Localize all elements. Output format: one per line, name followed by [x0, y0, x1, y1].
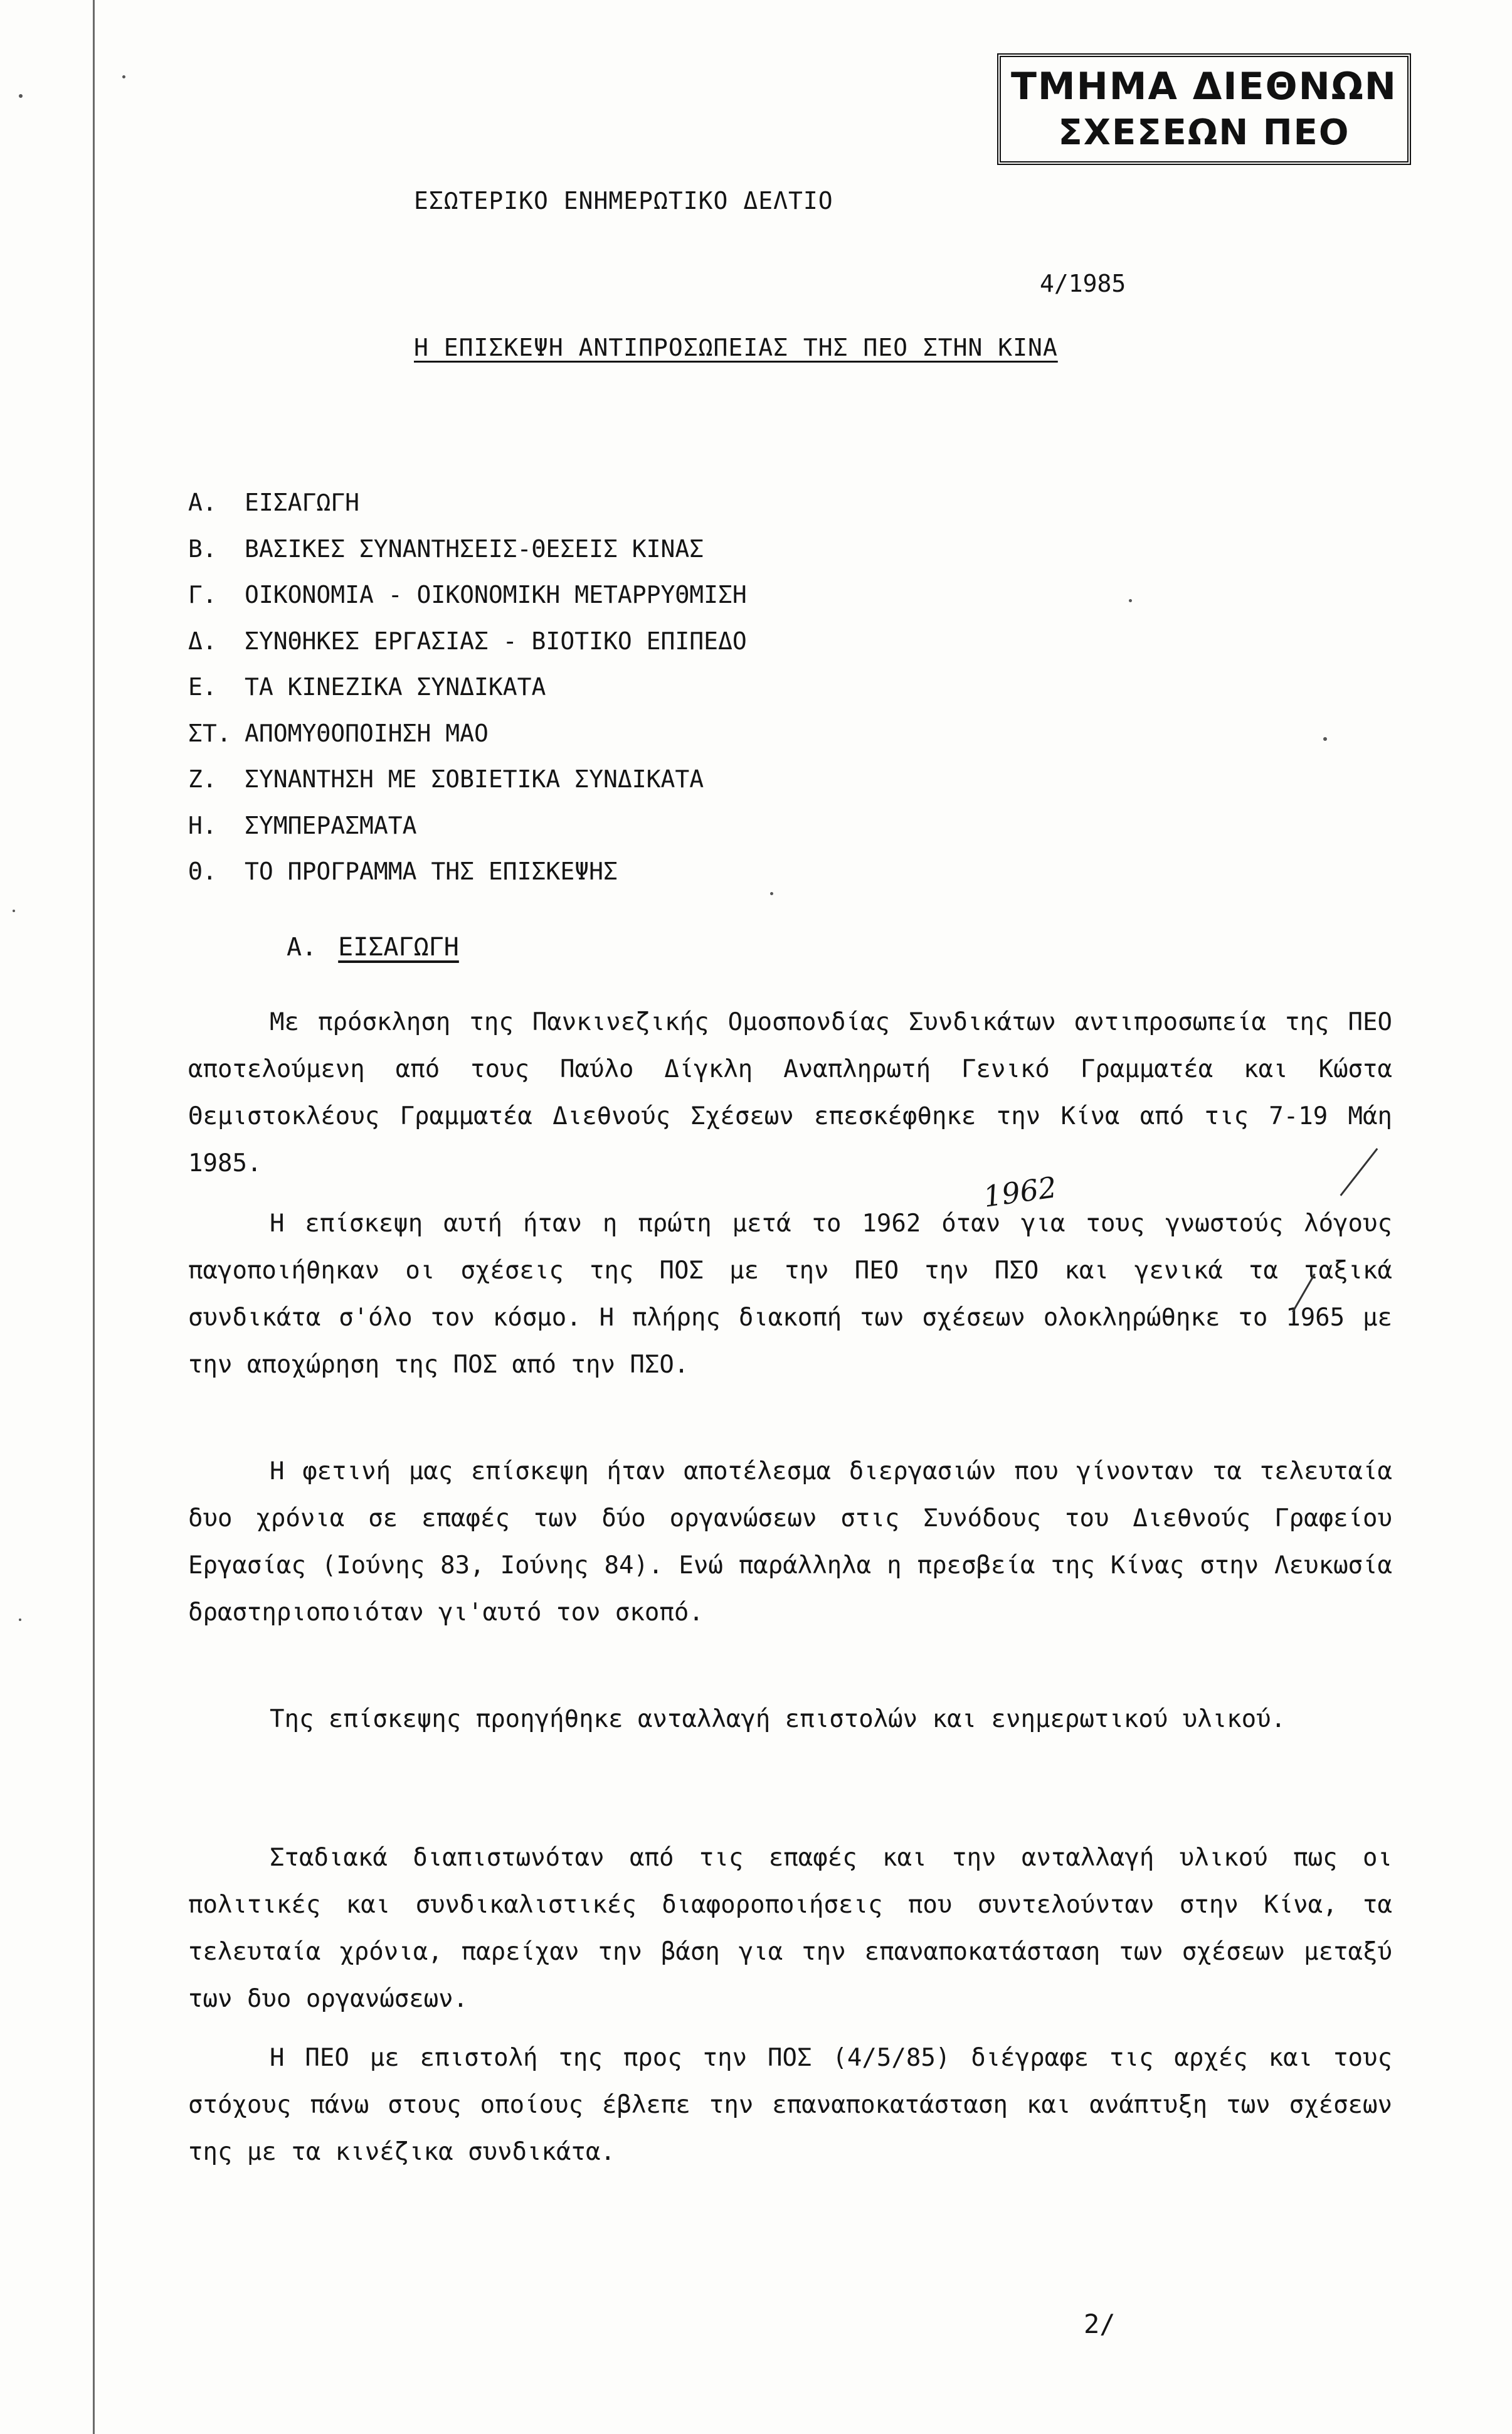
toc-item [188, 664, 747, 711]
toc-item [188, 803, 747, 849]
toc-title: ΤΟ ΠΡΟΓΡΑΜΜΑ ΤΗΣ ΕΠΙΣΚΕΨΗΣ [245, 858, 618, 885]
toc-title: ΣΥΜΠΕΡΑΣΜΑΤΑ [245, 811, 417, 839]
toc-title: ΕΙΣΑΓΩΓΗ [245, 489, 360, 516]
toc-letter: Η. [188, 811, 217, 839]
section-letter: Α. [287, 933, 317, 962]
paragraph: Η ΠΕΟ με επιστολή της προς την ΠΟΣ (4/5/85) διέγραφε τις αρχές και τους στόχους πάνω στους οποίους έβλεπε την επαναποκατάσταση και ανάπτυξη των σχέσεων της με τα κινέζικα συνδικάτα. [188, 2044, 1392, 2166]
toc-title: ΒΑΣΙΚΕΣ ΣΥΝΑΝΤΗΣΕΙΣ-ΘΕΣΕΙΣ ΚΙΝΑΣ [245, 534, 704, 563]
toc-letter: ΣΤ. [188, 719, 231, 747]
stamp-line-2: ΣΧΕΣΕΩΝ ΠΕΟ [1058, 112, 1350, 153]
toc-item [188, 849, 747, 895]
scan-speck [122, 75, 125, 78]
paragraph: Σταδιακά διαπιστωνόταν από τις επαφές και την ανταλλαγή υλικού πως οι πολιτικές και συνδικαλιστικές διαφοροποιήσεις που συντελούνταν στην Κίνα, τα τελευταία χρόνια, παρείχαν την βάση για την επαναποκατάσταση των σχέσεων μεταξύ των δυο οργανώσεων. [188, 1844, 1392, 2013]
toc-item [188, 480, 747, 526]
scan-speck [19, 94, 23, 98]
next-page-marker: 2/ [1084, 2309, 1116, 2339]
toc-item [188, 711, 747, 757]
paragraph: Της επίσκεψης προηγήθηκε ανταλλαγή επιστολών και ενημερωτικού υλικού. [270, 1705, 1286, 1733]
department-stamp [997, 53, 1411, 165]
toc-item [188, 619, 747, 665]
section-heading [287, 933, 459, 962]
paragraph: Η επίσκεψη αυτή ήταν η πρώτη μετά το 1962 όταν για τους γνωστούς λόγους παγοποιήθηκαν οι σχέσεις της ΠΟΣ με την ΠΕΟ την ΠΣΟ και γενικά τα ταξικά συνδικάτα σ'όλο τον κόσμο. Η πλήρης διακοπή των σχέσεων ολοκληρώθηκε το 1965 με την αποχώρηση της ΠΟΣ από την ΠΣΟ. [188, 1209, 1392, 1379]
document-title: ΕΣΩΤΕΡΙΚΟ ΕΝΗΜΕΡΩΤΙΚΟ ΔΕΛΤΙΟ [414, 187, 833, 215]
toc-letter: Β. [188, 534, 217, 563]
toc-title: ΣΥΝΘΗΚΕΣ ΕΡΓΑΣΙΑΣ - ΒΙΟΤΙΚΟ ΕΠΙΠΕΔΟ [245, 627, 747, 655]
section-title: ΕΙΣΑΓΩΓΗ [338, 933, 459, 962]
toc-item [188, 526, 747, 573]
scan-speck [19, 1618, 21, 1621]
toc-item [188, 757, 747, 803]
toc-letter: Θ. [188, 858, 217, 885]
scan-speck [13, 910, 15, 912]
scan-speck [1323, 737, 1327, 741]
toc-title: ΑΠΟΜΥΘΟΠΟΙΗΣΗ ΜΑΟ [245, 719, 489, 747]
toc-letter: Α. [188, 489, 217, 516]
toc-letter: Ζ. [188, 765, 217, 793]
scan-speck [770, 892, 773, 895]
page-edge-line [93, 0, 95, 2434]
toc-title: ΟΙΚΟΝΟΜΙΑ - ΟΙΚΟΝΟΜΙΚΗ ΜΕΤΑΡΡΥΘΜΙΣΗ [245, 581, 747, 608]
stamp-line-1: ΤΜΗΜΑ ΔΙΕΘΝΩΝ [1010, 65, 1398, 109]
handwritten-correction: 1962 [981, 1170, 1059, 1214]
toc-letter: Δ. [188, 627, 217, 655]
document-subject: Η ΕΠΙΣΚΕΨΗ ΑΝΤΙΠΡΟΣΩΠΕΙΑΣ ΤΗΣ ΠΕΟ ΣΤΗΝ ΚΙΝΑ [414, 334, 1058, 361]
toc-item [188, 572, 747, 619]
document-number: 4/1985 [1040, 270, 1126, 297]
paragraph: Με πρόσκληση της Πανκινεζικής Ομοσπονδίας Συνδικάτων αντιπροσωπεία της ΠΕΟ αποτελούμενη από τους Παύλο Δίγκλη Αναπληρωτή Γενικό Γραμματέα και Κώστα Θεμιστοκλέους Γραμματέα Διεθνούς Σχέσεων επεσκέφθηκε την Κίνα από τις 7-19 Μάη 1985. [188, 1008, 1392, 1177]
toc-title: ΣΥΝΑΝΤΗΣΗ ΜΕ ΣΟΒΙΕΤΙΚΑ ΣΥΝΔΙΚΑΤΑ [245, 765, 704, 793]
table-of-contents [188, 480, 747, 895]
paragraph: Η φετινή μας επίσκεψη ήταν αποτέλεσμα διεργασιών που γίνονταν τα τελευταία δυο χρόνια σε επαφές των δύο οργανώσεων στις Συνόδους του Διεθνούς Γραφείου Εργασίας (Ιούνης 83, Ιούνης 84). Ενώ παράλληλα η πρεσβεία της Κίνας στην Λευκωσία δραστηριοποιόταν γι'αυτό τον σκοπό. [188, 1457, 1392, 1627]
scan-speck [1129, 599, 1132, 602]
toc-title: ΤΑ ΚΙΝΕΖΙΚΑ ΣΥΝΔΙΚΑΤΑ [245, 673, 546, 701]
toc-letter: Ε. [188, 673, 217, 701]
toc-letter: Γ. [188, 581, 217, 608]
